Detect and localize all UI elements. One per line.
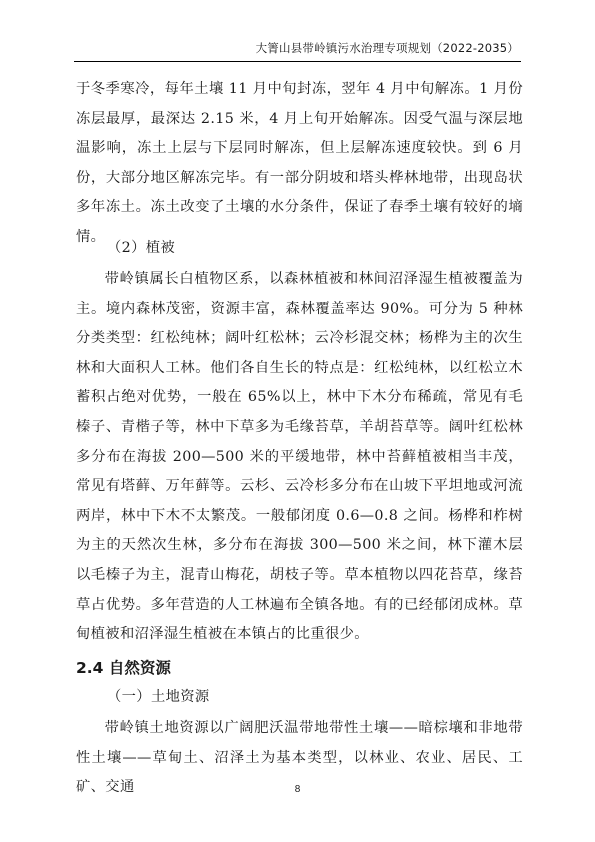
- paragraph-vegetation: 带岭镇属长白植物区系，以森林植被和林间沼泽湿生植被覆盖为主。境内森林茂密，资源丰富，森林覆盖率达 90%。可分为 5 种林分类类型：红松纯林；阔叶红松林；云冷杉混交林；杨桦为主的次生林和大面积人工林。他们各自生长的特点是：红松纯林，以红松立木蓄积占绝对优势，一般在 65%以上，林中下木分布稀疏，常见有毛榛子、青楷子等，林中下草多为毛缘苔草，羊胡苔草等。阔叶红松林多分布在海拔 200—500 米的平缓地带，林中苔藓植被相当丰茂，常见有塔藓、万年藓等。云杉、云冷杉多分布在山坡下平坦地或河流两岸，林中下木不太繁茂。一般郁闭度 0.6—0.8 之间。杨桦和柞树为主的天然次生林，多分布在海拔 300—500 米之间，林下灌木层以毛榛子为主，混青山梅花，胡枝子等。草本植物以四花苔草，缘苔草占优势。多年营造的人工林遍布全镇各地。有的已经郁闭成林。草甸植被和沼泽湿生植被在本镇占的比重很少。: [76, 271, 523, 643]
- page-header-title: 大箐山县带岭镇污水治理专项规划（2022-2035）: [255, 41, 519, 55]
- paragraph-frozen-soil: 于冬季寒冷，每年土壤 11 月中旬封冻，翌年 4 月中旬解冻。1 月份冻层最厚，最深达 2.15 米，4 月上旬开始解冻。因受气温与深层地温影响，冻土上层与下层同时解冻，但上层解冻速度较快。到 6 月份，大部分地区解冻完毕。有一部分阴坡和塔头桦林地带，出现岛状多年冻土。冻土改变了土壤的水分条件，保证了春季土壤有较好的墒情。: [76, 81, 523, 245]
- subheading-land-resources: （一）土地资源: [107, 689, 210, 705]
- page-number: 8: [294, 784, 301, 795]
- subheading-vegetation: （2）植被: [107, 240, 176, 256]
- paragraph-land-resources: 带岭镇土地资源以广阔肥沃温带地带性土壤——暗棕壤和非地带性土壤——草甸土、沼泽土为基本类型，以林业、农业、居民、工矿、交通: [76, 720, 523, 796]
- section-heading: 2.4 自然资源: [76, 659, 171, 677]
- header-rule: [74, 61, 521, 62]
